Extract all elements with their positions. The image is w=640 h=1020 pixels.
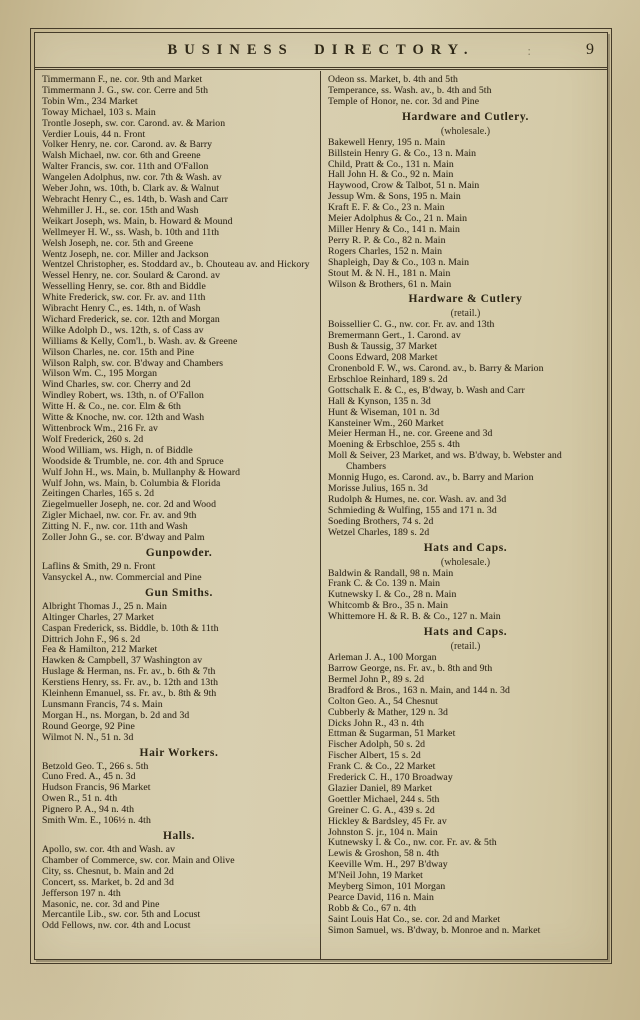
directory-entry: Tobin Wm., 234 Market [42, 95, 138, 107]
directory-entry: Wibracht Henry C., es. 14th, n. of Wash [42, 303, 201, 315]
directory-entry: Morgan H., ns. Morgan, b. 2d and 3d [42, 709, 190, 721]
page-header [35, 33, 607, 68]
directory-entry: Wood William, ws. High, n. of Biddle [42, 444, 193, 456]
directory-entry: Lunsmann Francis, 74 s. Main [42, 698, 163, 710]
directory-entry: Hunt & Wiseman, 101 n. 3d [328, 406, 440, 418]
directory-entry: Fischer Albert, 15 s. 2d [328, 750, 421, 762]
directory-entry: Rudolph & Humes, ne. cor. Wash. av. and 3d [328, 493, 507, 505]
directory-entry: Stout M. & N. H., 181 n. Main [328, 267, 451, 279]
directory-entry: Morisse Julius, 165 n. 3d [328, 483, 428, 494]
page-title: BUSINESS DIRECTORY. [167, 42, 475, 58]
directory-entry: Wilke Adolph D., ws. 12th, s. of Cass av [42, 324, 204, 336]
directory-entry: Dittrich John F., 96 s. 2d [42, 633, 141, 645]
directory-entry: Vansyckel A., nw. Commercial and Pine [42, 571, 202, 583]
directory-entry: Meyberg Simon, 101 Morgan [328, 881, 446, 893]
directory-entry: Wulf John H., ws. Main, b. Mullanphy & Howard [42, 466, 241, 478]
directory-entry: Ziegelmueller Joseph, ne. cor. 2d and Wood [42, 499, 217, 511]
section-heading: Halls. [162, 830, 196, 842]
directory-entry: Hickley & Bardsley, 45 Fr. av [328, 815, 447, 827]
directory-entry: Coons Edward, 208 Market [328, 352, 438, 364]
directory-entry: Wehmiller J. H., se. cor. 15th and Wash [42, 204, 199, 216]
directory-entry: Dicks John R., 43 n. 4th [328, 717, 425, 729]
directory-entry: Woodside & Trumble, ne. cor. 4th and Spruce [42, 455, 224, 467]
directory-entry: Baldwin & Randall, 98 n. Main [328, 567, 454, 579]
directory-entry: Odd Fellows, nw. cor. 4th and Locust [42, 920, 191, 932]
directory-entry: Windley Robert, ws. 13th, n. of O'Fallon [42, 390, 204, 402]
directory-entry: Glazier Daniel, 89 Market [328, 782, 433, 794]
directory-entry: Zeitingen Charles, 165 s. 2d [42, 488, 155, 500]
section-heading: Hats and Caps. [423, 541, 508, 554]
directory-entry: Odeon ss. Market, b. 4th and 5th [328, 74, 458, 85]
directory-entry: Witte H. & Co., ne. cor. Elm & 6th [42, 401, 181, 413]
directory-entry: Fea & Hamilton, 212 Market [42, 644, 158, 656]
directory-entry: Colton Geo. A., 54 Chesnut [328, 695, 438, 707]
directory-entry: Apollo, sw. cor. 4th and Wash. av [42, 844, 176, 855]
directory-entry: Hall & Kynson, 135 n. 3d [328, 395, 431, 407]
directory-entry: Concert, ss. Market, b. 2d and 3d [42, 876, 174, 888]
directory-entry: Hawken & Campbell, 37 Washington av [42, 655, 203, 667]
directory-entry: Walter Francis, sw. cor. 11th and O'Fallon [42, 161, 209, 173]
section-subheading: (retail.) [450, 308, 481, 320]
directory-entry: Meier Adolphus & Co., 21 n. Main [328, 213, 468, 225]
directory-entry: Walsh Michael, nw. cor. 6th and Greene [42, 150, 201, 162]
directory-entry: Wessel Henry, ne. cor. Soulard & Carond. av [42, 270, 221, 282]
directory-entry: Shapleigh, Day & Co., 103 n. Main [328, 256, 470, 268]
directory-entry: Kerstiens Henry, ss. Fr. av., b. 12th and 13th [42, 677, 219, 689]
directory-entry: Volker Henry, ne. cor. Carond. av. & Barry [42, 139, 213, 151]
directory-entry: Bremermann Gert., 1. Carond. av [328, 330, 461, 342]
directory-entry: Bermel John P., 89 s. 2d [328, 673, 425, 685]
print-artifact: : [527, 43, 531, 58]
directory-entry: Temple of Honor, ne. cor. 3d and Pine [328, 95, 480, 107]
directory-entry: Robb & Co., 67 n. 4th [328, 902, 417, 914]
page-number: 9 [586, 41, 594, 58]
directory-entry: Wind Charles, sw. cor. Cherry and 2d [42, 379, 191, 391]
directory-entry: Hudson Francis, 96 Market [42, 782, 151, 794]
directory-entry: Barrow George, ns. Fr. av., b. 8th and 9th [328, 662, 493, 674]
directory-entry: Mercantile Lib., sw. cor. 5th and Locust [42, 909, 201, 921]
directory-entry: Laflins & Smith, 29 n. Front [42, 560, 156, 572]
directory-entry: Perry R. P. & Co., 82 n. Main [328, 234, 446, 246]
directory-entry: Greiner C. G. A., 439 s. 2d [328, 804, 435, 816]
directory-entry: Bush & Taussig, 37 Market [328, 341, 438, 353]
directory-entry: Moll & Seiver, 23 Market, and ws. B'dway, b. Webster and Chambers [328, 450, 562, 473]
directory-entry: Lewis & Groshon, 58 n. 4th [328, 848, 440, 860]
directory-entry: Johnston S. jr., 104 n. Main [328, 826, 438, 838]
directory-entry: Wilmot N. N., 51 n. 3d [42, 731, 134, 743]
directory-entry: Gottschalk E. & C., es, B'dway, b. Wash and Carr [328, 384, 525, 396]
directory-entry: Caspan Frederick, ss. Biddle, b. 10th & 11th [42, 622, 219, 634]
directory-entry: Huslage & Herman, ns. Fr. av., b. 6th & 7th [42, 666, 216, 678]
section-heading: Hardware and Cutlery. [401, 110, 530, 123]
directory-entry: Cronenbold F. W., ws. Carond. av., b. Barry & Marion [328, 363, 544, 375]
directory-entry: Whitcomb & Bro., 35 n. Main [328, 600, 449, 612]
directory-entry: Boissellier C. G., nw. cor. Fr. av. and 13th [328, 319, 495, 331]
directory-entry: Albright Thomas J., 25 n. Main [42, 600, 167, 612]
page-frame [34, 32, 608, 960]
directory-entry: Haywood, Crow & Talbot, 51 n. Main [328, 180, 480, 192]
directory-entry: Hall John H. & Co., 92 n. Main [328, 169, 454, 181]
directory-entry: Cubberly & Mather, 129 n. 3d [328, 706, 448, 718]
directory-entry: Trontle Joseph, sw. cor. Carond. av. & Marion [42, 117, 226, 129]
directory-entry: Timmermann J. G., sw. cor. Cerre and 5th [42, 84, 209, 96]
directory-entry: Timmermann F., ne. cor. 9th and Market [42, 74, 203, 85]
directory-entry: Toway Michael, 103 s. Main [42, 106, 156, 118]
directory-entry: Pearce David, 116 n. Main [328, 892, 434, 903]
column-right [321, 71, 607, 959]
directory-entry: Kutnewsky I. & Co., 28 n. Main [328, 589, 457, 601]
directory-entry: Zigler Michael, nw. cor. Fr. av. and 9th [42, 510, 197, 522]
directory-entry: Saint Louis Hat Co., se. cor. 2d and Market [328, 913, 501, 925]
directory-entry: Moening & Erbschloe, 255 s. 4th [328, 439, 460, 451]
directory-entry: Kraft E. F. & Co., 23 n. Main [328, 202, 445, 214]
directory-entry: Zitting N. F., nw. cor. 11th and Wash [42, 521, 188, 533]
section-heading: Gun Smiths. [145, 586, 213, 599]
directory-entry: Wilson & Brothers, 61 n. Main [328, 278, 452, 290]
directory-entry: Wentzel Christopher, es. Stoddard av., b. Chouteau av. and Hickory [42, 259, 310, 271]
directory-entry: Ettman & Sugarman, 51 Market [328, 728, 456, 740]
directory-entry: Rogers Charles, 152 n. Main [328, 245, 443, 257]
directory-entry: Welsh Joseph, ne. cor. 5th and Greene [42, 237, 194, 249]
directory-entry: Jessup Wm. & Sons, 195 n. Main [328, 191, 461, 203]
directory-entry: Frank C. & Co., 22 Market [328, 761, 436, 773]
directory-entry: Wilson Wm. C., 195 Morgan [42, 368, 158, 380]
directory-entry: Meier Herman H., ne. cor. Greene and 3d [328, 428, 493, 440]
directory-entry: Frederick C. H., 170 Broadway [328, 772, 453, 784]
directory-entry: Simon Samuel, ws. B'dway, b. Monroe and n. Market [328, 924, 541, 936]
directory-entry: Arleman J. A., 100 Morgan [328, 652, 437, 664]
directory-entry: Monnig Hugo, es. Carond. av., b. Barry and Marion [328, 472, 534, 484]
directory-entry: Keeville Wm. H., 297 B'dway [328, 859, 448, 871]
section-subheading: (wholesale.) [440, 556, 491, 568]
directory-entry: Weber John, ws. 10th, b. Clark av. & Walnut [42, 183, 220, 195]
directory-entry: Wulf John, ws. Main, b. Columbia & Florida [42, 477, 221, 489]
directory-entry: Wilson Ralph, sw. cor. B'dway and Chambers [42, 357, 224, 369]
directory-entry: Masonic, ne. cor. 3d and Pine [42, 898, 160, 910]
directory-entry: Verdier Louis, 44 n. Front [42, 128, 146, 140]
directory-entry: City, ss. Chesnut, b. Main and 2d [42, 865, 174, 877]
directory-entry: Weikart Joseph, ws. Main, b. Howard & Mound [42, 215, 233, 227]
directory-entry: Owen R., 51 n. 4th [42, 793, 118, 805]
directory-entry: Billstein Henry G. & Co., 13 n. Main [328, 147, 477, 159]
directory-entry: Fischer Adolph, 50 s. 2d [328, 739, 426, 751]
directory-entry: M'Neil John, 19 Market [328, 870, 423, 882]
directory-entry: Wittenbrock Wm., 216 Fr. av [42, 423, 158, 434]
directory-entry: Chamber of Commerce, sw. cor. Main and Olive [42, 854, 235, 866]
directory-entry: Wichard Frederick, se. cor. 12th and Morgan [42, 313, 220, 325]
directory-entry: Temperance, ss. Wash. av., b. 4th and 5th [328, 84, 492, 96]
directory-entry: Zoller John G., se. cor. B'dway and Palm [42, 532, 205, 544]
directory-entry: Round George, 92 Pine [42, 720, 135, 732]
directory-entry: Soeding Brothers, 74 s. 2d [328, 515, 434, 527]
directory-content [35, 71, 607, 959]
section-heading: Gunpowder. [145, 546, 213, 559]
directory-entry: Wolf Frederick, 260 s. 2d [42, 433, 144, 445]
directory-entry: Witte & Knoche, nw. cor. 12th and Wash [42, 412, 205, 424]
section-subheading: (retail.) [450, 641, 481, 653]
directory-entry: Child, Pratt & Co., 131 n. Main [328, 158, 454, 170]
directory-entry: Frank C. & Co. 139 n. Main [328, 578, 441, 590]
directory-entry: Wentz Joseph, ne. cor. Miller and Jackson [42, 248, 209, 260]
directory-entry: Wilson Charles, ne. cor. 15th and Pine [42, 346, 195, 358]
directory-entry: Kutnewsky I. & Co., nw. cor. Fr. av. & 5th [328, 837, 497, 849]
directory-entry: White Frederick, sw. cor. Fr. av. and 11th [42, 292, 206, 304]
directory-entry: Whittemore H. & R. B. & Co., 127 n. Main [328, 611, 501, 623]
directory-entry: Cuno Fred. A., 45 n. 3d [42, 771, 136, 783]
directory-entry: Altinger Charles, 27 Market [42, 611, 154, 623]
section-heading: Hardware & Cutlery [408, 293, 523, 306]
section-heading: Hair Workers. [139, 746, 219, 759]
directory-entry: Goettler Michael, 244 s. 5th [328, 793, 440, 805]
section-subheading: (wholesale.) [440, 125, 491, 137]
directory-entry: Williams & Kelly, Com'l., b. Wash. av. & Greene [42, 335, 238, 347]
directory-entry: Wesselling Henry, se. cor. 8th and Biddle [42, 281, 206, 293]
directory-entry: Kleinhenn Emanuel, ss. Fr. av., b. 8th & 9th [42, 688, 217, 700]
directory-entry: Webracht Henry C., es. 14th, b. Wash and Carr [42, 193, 228, 205]
directory-entry: Pignero P. A., 94 n. 4th [42, 804, 135, 816]
directory-entry: Bradford & Bros., 163 n. Main, and 144 n. 3d [328, 684, 510, 696]
directory-entry: Bakewell Henry, 195 n. Main [328, 136, 446, 148]
directory-entry: Miller Henry & Co., 141 n. Main [328, 223, 460, 235]
directory-entry: Kansteiner Wm., 260 Market [328, 417, 444, 429]
directory-entry: Smith Wm. E., 106½ n. 4th [42, 815, 151, 827]
column-left [35, 71, 321, 959]
directory-entry: Jefferson 197 n. 4th [42, 887, 121, 899]
directory-entry: Wangelen Adolphus, nw. cor. 7th & Wash. av [42, 172, 222, 184]
directory-entry: Erbschloe Reinhard, 189 s. 2d [328, 373, 448, 385]
directory-entry: Wellmeyer H. W., ss. Wash, b. 10th and 11th [42, 226, 220, 238]
directory-entry: Schmieding & Wulfing, 155 and 171 n. 3d [328, 504, 497, 516]
directory-entry: Wetzel Charles, 189 s. 2d [328, 526, 430, 538]
section-heading: Hats and Caps. [423, 626, 508, 639]
directory-entry: Betzold Geo. T., 266 s. 5th [42, 760, 149, 772]
